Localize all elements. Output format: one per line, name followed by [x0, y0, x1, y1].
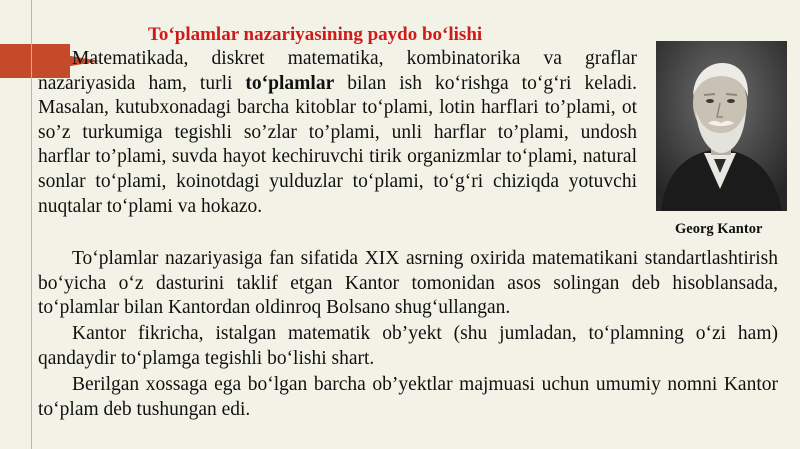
portrait-caption: Georg Kantor — [675, 221, 763, 237]
slide-title: To‘plamlar nazariyasining paydo bo‘lishi — [148, 24, 483, 45]
vertical-divider-line — [31, 0, 32, 449]
paragraph-cantor-view-text: Kantor fikricha, istalgan matematik ob’yekt (shu jumladan, to‘plamning o‘zi ham) qandaydir to‘plamga tegishli bo‘lishi shart. — [38, 323, 778, 369]
georg-cantor-portrait-icon — [656, 41, 787, 211]
paragraph-history — [38, 247, 778, 321]
paragraph-intro-text-end: bilan ish ko‘rishga to‘g‘ri keladi. Masalan, kutubxonadagi barcha kitoblar to‘plami, lotin harflari to’plami, ot so’z turkumiga tegishli so’zlar to’plami, unli harflar to’plami, undosh harflar to’plami, suvda hayot kechiruvchi tirik organizmlar to‘plami, natural sonlar to‘plami, koinotdagi yulduzlar to‘plami, to‘g‘ri chiziqda yotuvchi nuqtalar to‘plami va hokazo. — [38, 72, 637, 217]
paragraph-cantor-view — [38, 322, 778, 371]
paragraph-definition-text: Berilgan xossaga ega bo‘lgan barcha ob’yektlar majmuasi uchun umumiy nomni Kantor to‘plam deb tushungan edi. — [38, 374, 778, 420]
paragraph-intro — [38, 47, 637, 219]
paragraph-intro-bold-term: to‘plamlar — [245, 72, 335, 94]
portrait-image — [656, 41, 787, 211]
paragraph-definition — [38, 373, 778, 422]
paragraph-intro-text-start: Matematikada, diskret matematika, kombinatorika va graflar nazariyasida ham, turli — [38, 48, 637, 94]
paragraph-history-text: To‘plamlar nazariyasiga fan sifatida XIX asrning oxirida matematikani standartlashtirish bo‘yicha o‘z dasturini taklif etgan Kantor tomonidan asos solingan deb hisoblansada, to‘plamlar bilan Kantordan oldinroq Bolsano shug‘ullangan. — [38, 248, 778, 319]
